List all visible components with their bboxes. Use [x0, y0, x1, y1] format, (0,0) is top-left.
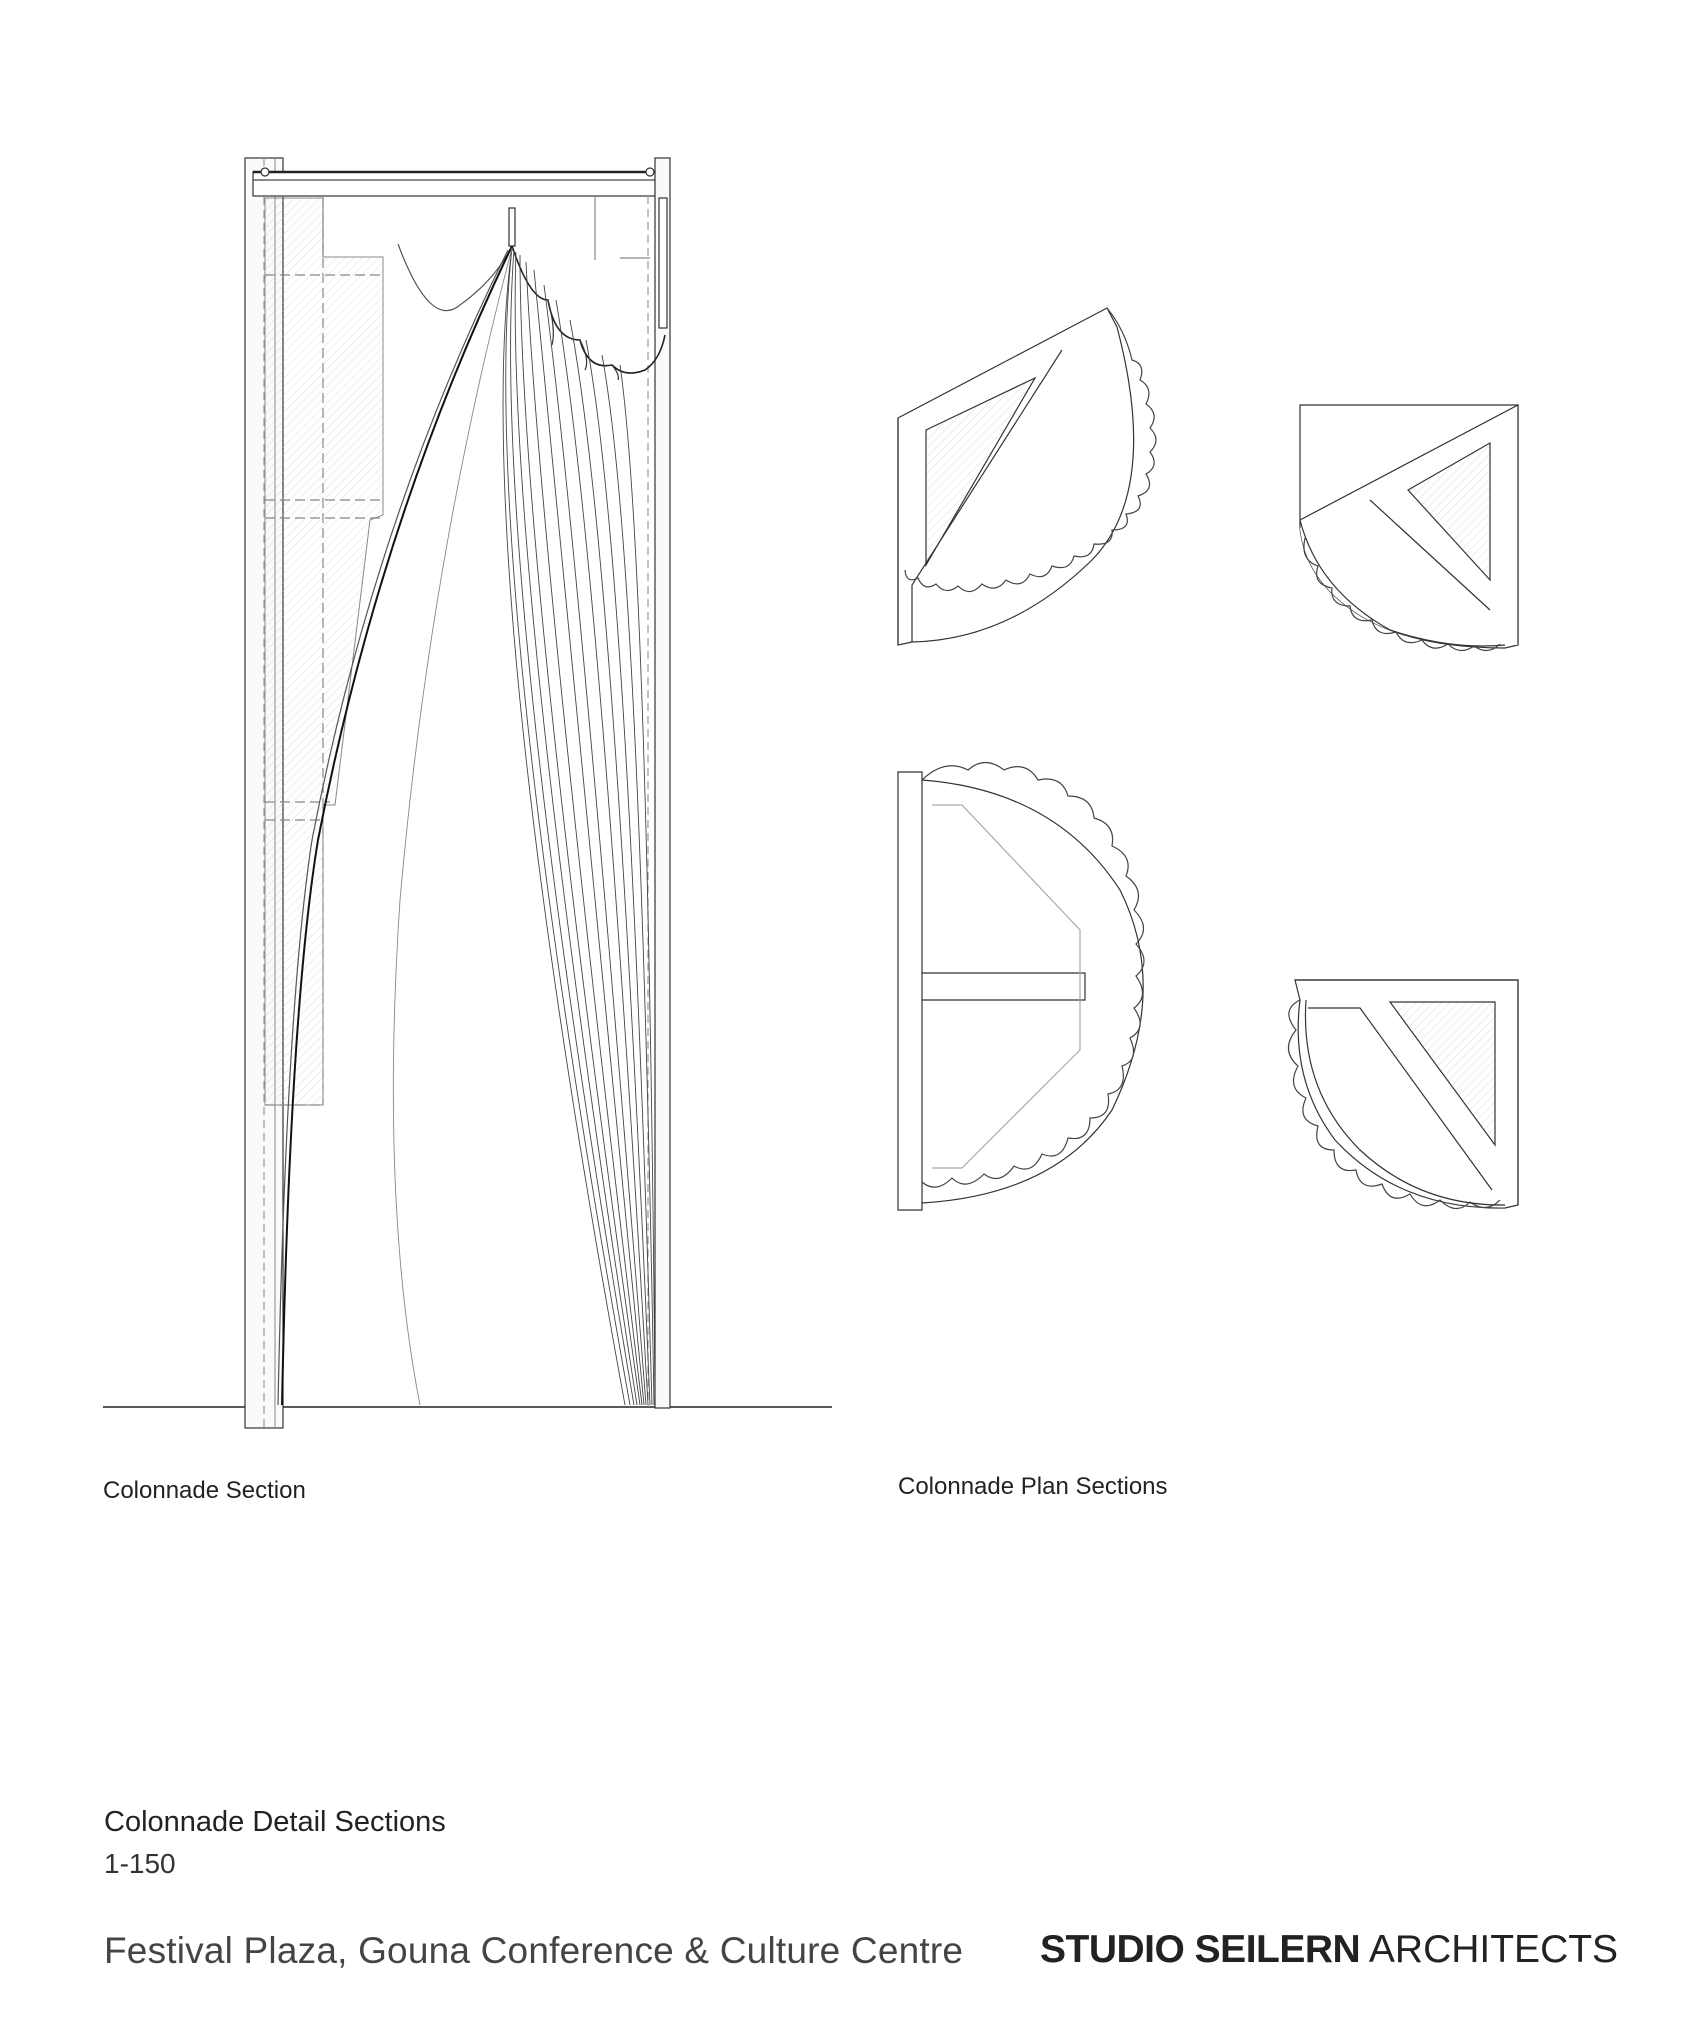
practice-name-regular: ARCHITECTS	[1368, 1928, 1619, 1971]
practice-logo	[1040, 1928, 1618, 1972]
plan-section-4	[1288, 980, 1518, 1209]
practice-name-bold: STUDIO SEILERN	[1040, 1928, 1361, 1971]
section-caption: Colonnade Section	[103, 1477, 306, 1504]
plan-section-2	[1300, 405, 1518, 651]
plan-caption: Colonnade Plan Sections	[898, 1473, 1168, 1500]
roof-beam	[253, 172, 665, 196]
sheet-title: Colonnade Detail Sections	[104, 1806, 446, 1838]
plan-section-3	[898, 763, 1144, 1211]
project-name: Festival Plaza, Gouna Conference & Culture Centre	[104, 1930, 964, 1971]
colonnade-section-drawing	[103, 158, 832, 1428]
wall-panel	[265, 198, 383, 1105]
sheet-scale: 1-150	[104, 1848, 176, 1879]
colonnade-plan-sections	[898, 308, 1518, 1210]
plan-section-1	[898, 308, 1156, 645]
